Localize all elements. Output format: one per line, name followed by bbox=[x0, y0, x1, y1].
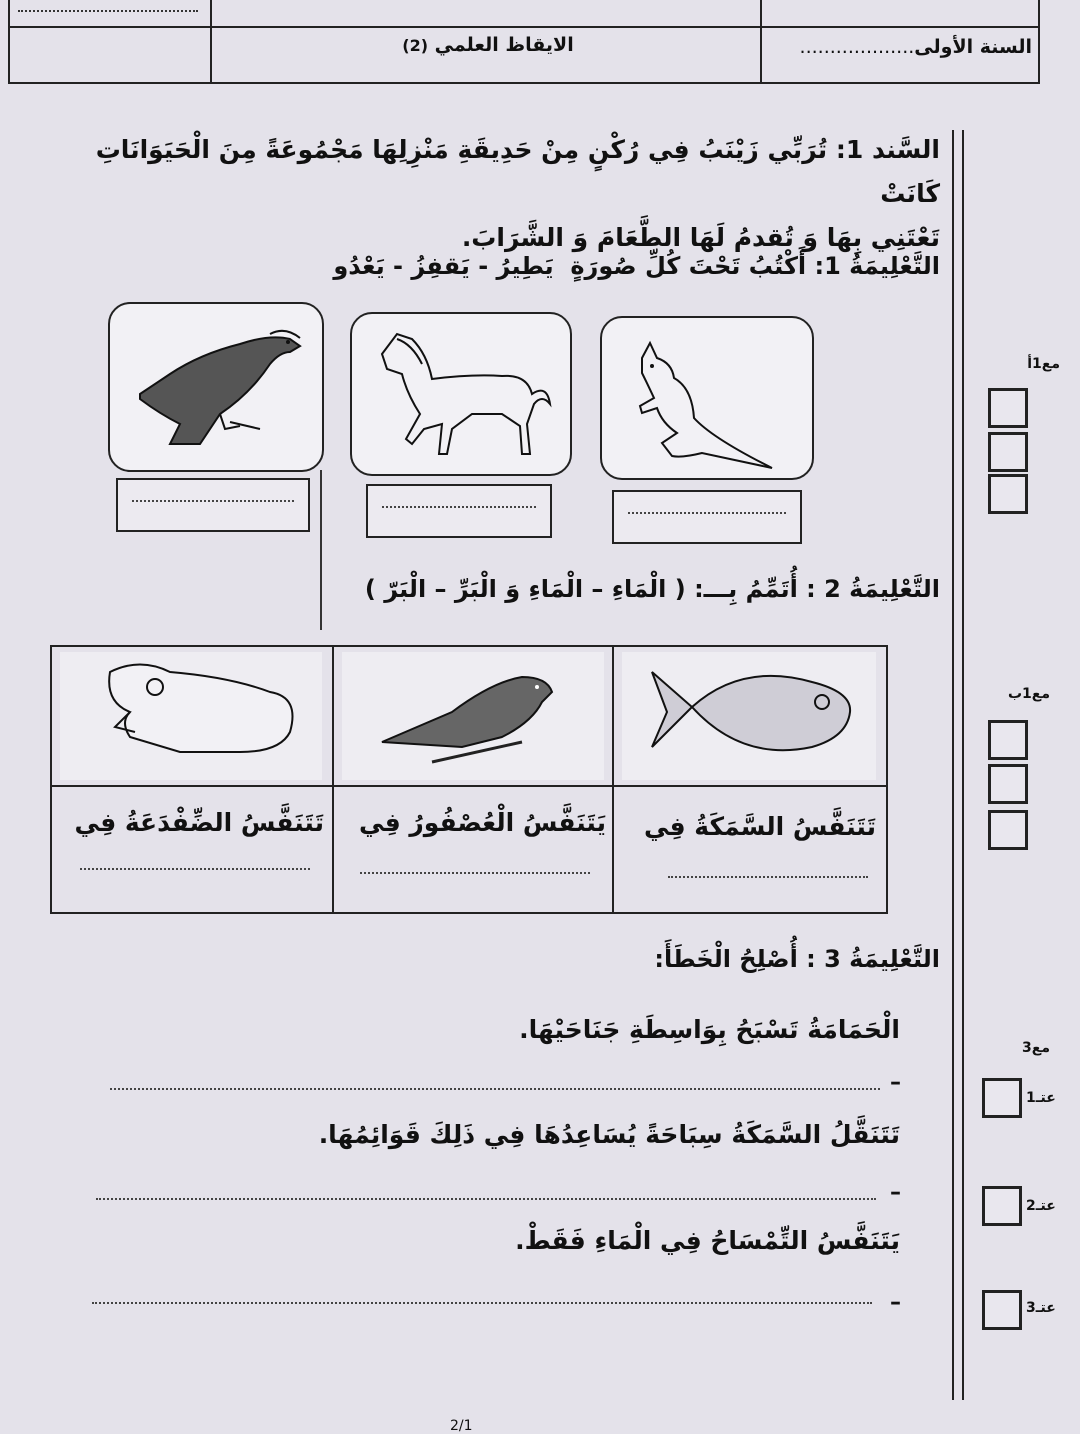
criterion-label: عتـ3 bbox=[1026, 1300, 1056, 1316]
score-box[interactable] bbox=[988, 474, 1028, 514]
score-box[interactable] bbox=[982, 1186, 1022, 1226]
context-text: السَّند 1: تُرَبِّي زَيْنَبُ فِي رُكْنٍ مِنْ حَدِيقَةِ مَنْزِلِهَا مَجْمُوعَةً مِنَ الْحَيَوَانَاتِ كَانَتْ تَعْتَنِي بِهَا وَ تُقدمُ لَهَا الطَّعَامَ وَ الشَّرَابَ. bbox=[95, 135, 940, 252]
frog-icon bbox=[60, 652, 322, 780]
subject-title: الايقاظ العلمي (2) bbox=[402, 34, 574, 56]
answer-box[interactable] bbox=[612, 490, 802, 544]
divider bbox=[320, 470, 322, 630]
dash: – bbox=[890, 1290, 901, 1315]
answer-line[interactable] bbox=[360, 872, 590, 874]
kangaroo-icon bbox=[602, 318, 812, 478]
score-label: مع3 bbox=[1022, 1040, 1050, 1056]
header-divider bbox=[210, 0, 212, 82]
fish-icon bbox=[622, 652, 876, 780]
table-row-line bbox=[50, 785, 886, 787]
frog-cell bbox=[60, 652, 322, 780]
table-col-line bbox=[332, 645, 334, 912]
score-box[interactable] bbox=[988, 810, 1028, 850]
correction-sentence-1: الْحَمَامَةُ تَسْبَحُ بِوَاسِطَةِ جَنَاحَيْهَا. bbox=[519, 1015, 900, 1044]
name-dots bbox=[18, 10, 198, 12]
horse-picture bbox=[350, 312, 572, 476]
header-divider bbox=[760, 0, 762, 82]
margin-line bbox=[962, 130, 964, 1400]
correction-sentence-3: يَتَنَفَّسُ التِّمْسَاحُ فِي الْمَاءِ فَقَطْ. bbox=[515, 1226, 900, 1255]
score-label: مع1أ bbox=[1027, 356, 1060, 372]
correction-line[interactable] bbox=[96, 1198, 876, 1200]
header-line bbox=[8, 26, 1038, 28]
criterion-label: عتـ1 bbox=[1026, 1090, 1056, 1106]
instruction-3: التَّعْلِيمَةُ 3 : أُصْلِحُ الْخَطَأَ: bbox=[654, 945, 940, 973]
answer-line[interactable] bbox=[668, 876, 868, 878]
score-box[interactable] bbox=[982, 1290, 1022, 1330]
score-label: مع1ب bbox=[1007, 686, 1050, 702]
correction-sentence-2: تَتَنَقَّلُ السَّمَكَةُ سِبَاحَةً يُسَاعِدُهَا فِي ذَلِكَ قَوَائِمُهَا. bbox=[318, 1120, 900, 1149]
margin-line bbox=[952, 130, 954, 1400]
kangaroo-picture bbox=[600, 316, 814, 480]
answer-box[interactable] bbox=[116, 478, 310, 532]
criterion-label: عتـ2 bbox=[1026, 1198, 1056, 1214]
frog-sentence: تَتَنَفَّسُ الضِّفْدَعَةُ فِي bbox=[74, 808, 324, 837]
horse-icon bbox=[352, 314, 570, 474]
fish-sentence: تَتَنَفَّسُ السَّمَكَةُ فِي bbox=[643, 812, 876, 841]
score-box[interactable] bbox=[988, 388, 1028, 428]
correction-line[interactable] bbox=[110, 1088, 880, 1090]
eagle-picture bbox=[108, 302, 324, 472]
dash: – bbox=[890, 1070, 901, 1095]
fish-cell bbox=[622, 652, 876, 780]
sparrow-icon bbox=[342, 652, 604, 780]
score-box[interactable] bbox=[988, 764, 1028, 804]
correction-line[interactable] bbox=[92, 1302, 872, 1304]
sparrow-cell bbox=[342, 652, 604, 780]
instruction-1: التَّعْلِيمَةُ 1: أَكْتُبُ تَحْتَ كُلِّ صُورَةٍ يَطِيرُ - يَقفِزُ - يَعْدُو bbox=[333, 252, 940, 280]
score-box[interactable] bbox=[982, 1078, 1022, 1118]
grade-label: السنة الأولى................... bbox=[799, 36, 1032, 58]
answer-line[interactable] bbox=[80, 868, 310, 870]
dash: – bbox=[890, 1180, 901, 1205]
score-box[interactable] bbox=[988, 720, 1028, 760]
sparrow-sentence: يَتَنَفَّسُ الْعُصْفُورُ فِي bbox=[359, 808, 606, 837]
score-box[interactable] bbox=[988, 432, 1028, 472]
page-number: 2/1 bbox=[450, 1418, 473, 1434]
eagle-icon bbox=[110, 304, 322, 470]
instruction-2: التَّعْلِيمَةُ 2 : أُتَمِّمُ بِـــ: ( الْمَاءِ – الْمَاءِ وَ الْبَرِّ – الْبَرّ ) bbox=[364, 575, 940, 603]
answer-box[interactable] bbox=[366, 484, 552, 538]
table-col-line bbox=[612, 645, 614, 912]
